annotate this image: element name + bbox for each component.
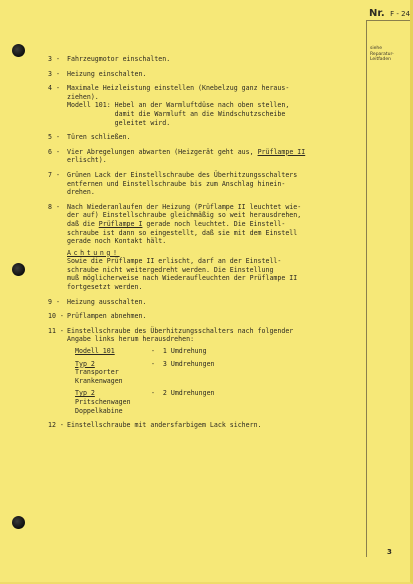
- step-text: [67, 148, 364, 157]
- document-number: [369, 8, 410, 19]
- nr-label: Nr.: [369, 8, 385, 19]
- side-note-line: Reparatur-: [370, 51, 394, 57]
- step-text: Türen schließen.: [67, 133, 131, 142]
- step-text: Maximale Heizleistung einstellen (Knebelzug ganz heraus-: [67, 84, 290, 93]
- step-text: Modell 101: Hebel an der Warmluftdüse nach oben stellen,: [67, 101, 290, 110]
- step-number: 7 -: [48, 170, 60, 179]
- warning-text: schraube nicht weitergedreht werden. Die Einstellung: [67, 265, 274, 274]
- step-text: ziehen).: [67, 92, 99, 101]
- step-text: Einstellschraube mit andersfarbigem Lack sichern.: [67, 421, 262, 430]
- punch-hole-top: [12, 44, 25, 57]
- step-number: 3 -: [48, 69, 60, 78]
- vehicle-model: Typ 2: [75, 359, 95, 368]
- step-text: schraube ist dann so eingestellt, daß sie mit dem Einstell: [67, 228, 298, 237]
- turns-value: - 2 Umdrehungen: [151, 389, 215, 398]
- side-note-reference: [370, 46, 410, 63]
- vehicle-model: Modell 101: [75, 347, 115, 356]
- step-number: 8 -: [48, 202, 60, 211]
- step-text: gerade noch Kontakt hält.: [67, 237, 167, 246]
- step-text: Heizung einschalten.: [67, 69, 147, 78]
- header-rule: [366, 20, 410, 21]
- lamp-reference: Prüflampe I: [98, 219, 143, 228]
- vehicle-model: Typ 2: [75, 389, 95, 398]
- step-text-part: daß die: [67, 219, 99, 228]
- step-text: [67, 220, 364, 229]
- turns-row: [75, 389, 364, 415]
- step-text: Angabe links herum herausdrehen:: [67, 335, 195, 344]
- warning-text: muß möglicherweise nach Wiederaufleuchten der Prüflampe II: [67, 274, 298, 283]
- step-8: [48, 298, 364, 307]
- step-2: [48, 70, 364, 79]
- step-number: 4 -: [48, 84, 60, 93]
- punch-hole-bottom: [12, 516, 25, 529]
- step-text: der auf) Einstellschraube gleichmäßig so weit herausdrehen,: [67, 211, 302, 220]
- step-number: 9 -: [48, 297, 60, 306]
- turns-table: [67, 347, 364, 415]
- vehicle-variant: Krankenwagen: [75, 376, 123, 385]
- page-number: 3: [387, 548, 392, 556]
- warning-title: Achtung!: [67, 248, 120, 257]
- turns-row: [75, 347, 364, 356]
- step-number: 12 -: [48, 421, 64, 430]
- step-text: damit die Warmluft an die Windschutzscheibe: [67, 109, 286, 118]
- side-note-line: Leitfaden: [370, 57, 392, 63]
- step-4: [48, 133, 364, 142]
- step-text: erlischt).: [67, 156, 107, 165]
- step-text: Fahrzeugmotor einschalten.: [67, 55, 171, 63]
- turns-row: [75, 360, 364, 386]
- vehicle-variant: Pritschenwagen: [75, 398, 131, 406]
- step-number: 11 -: [48, 326, 64, 335]
- lamp-reference: Prüflampe II: [257, 147, 306, 156]
- step-text: Nach Wiederanlaufen der Heizung (Prüflampe II leuchtet wie-: [67, 202, 302, 211]
- step-11: [48, 421, 364, 430]
- side-note-line: siehe: [370, 46, 382, 51]
- nr-value: F - 24: [390, 10, 411, 18]
- instruction-list: [48, 55, 364, 436]
- step-text-part: Vier Abregelungen abwarten (Heizgerät geht aus,: [67, 147, 258, 156]
- step-3: [48, 84, 364, 127]
- step-6: [48, 171, 364, 197]
- step-text: drehen.: [67, 188, 95, 197]
- step-7: [48, 203, 364, 292]
- step-number: 10 -: [48, 312, 64, 321]
- turns-value: - 3 Umdrehungen: [151, 359, 215, 368]
- step-10: [48, 327, 364, 415]
- step-text: Heizung ausschalten.: [67, 297, 147, 306]
- step-9: [48, 312, 364, 321]
- step-number: 3 -: [48, 55, 60, 63]
- step-text: Grünen Lack der Einstellschraube des Überhitzungsschalters: [67, 170, 298, 179]
- step-5: [48, 148, 364, 165]
- step-number: 5 -: [48, 133, 60, 142]
- punch-hole-middle: [12, 263, 25, 276]
- step-text: Einstellschraube des Überhitzungsschalters nach folgender: [67, 326, 294, 335]
- step-text: geleitet wird.: [67, 118, 171, 127]
- vehicle-variant: Transporter: [75, 368, 119, 377]
- margin-divider: [366, 20, 367, 557]
- step-number: 6 -: [48, 147, 60, 156]
- warning-text: fortgesetzt werden.: [67, 283, 143, 292]
- warning-text: Sowie die Prüflampe II erlischt, darf an der Einstell-: [67, 257, 282, 266]
- step-text-part: gerade noch leuchtet. Die Einstell-: [142, 219, 286, 228]
- turns-value: - 1 Umdrehung: [151, 347, 207, 356]
- step-text: entfernen und Einstellschraube bis zum Anschlag hinein-: [67, 179, 286, 188]
- vehicle-variant: Doppelkabine: [75, 406, 123, 415]
- step-text: Prüflampen abnehmen.: [67, 312, 147, 321]
- step-1: [48, 55, 364, 64]
